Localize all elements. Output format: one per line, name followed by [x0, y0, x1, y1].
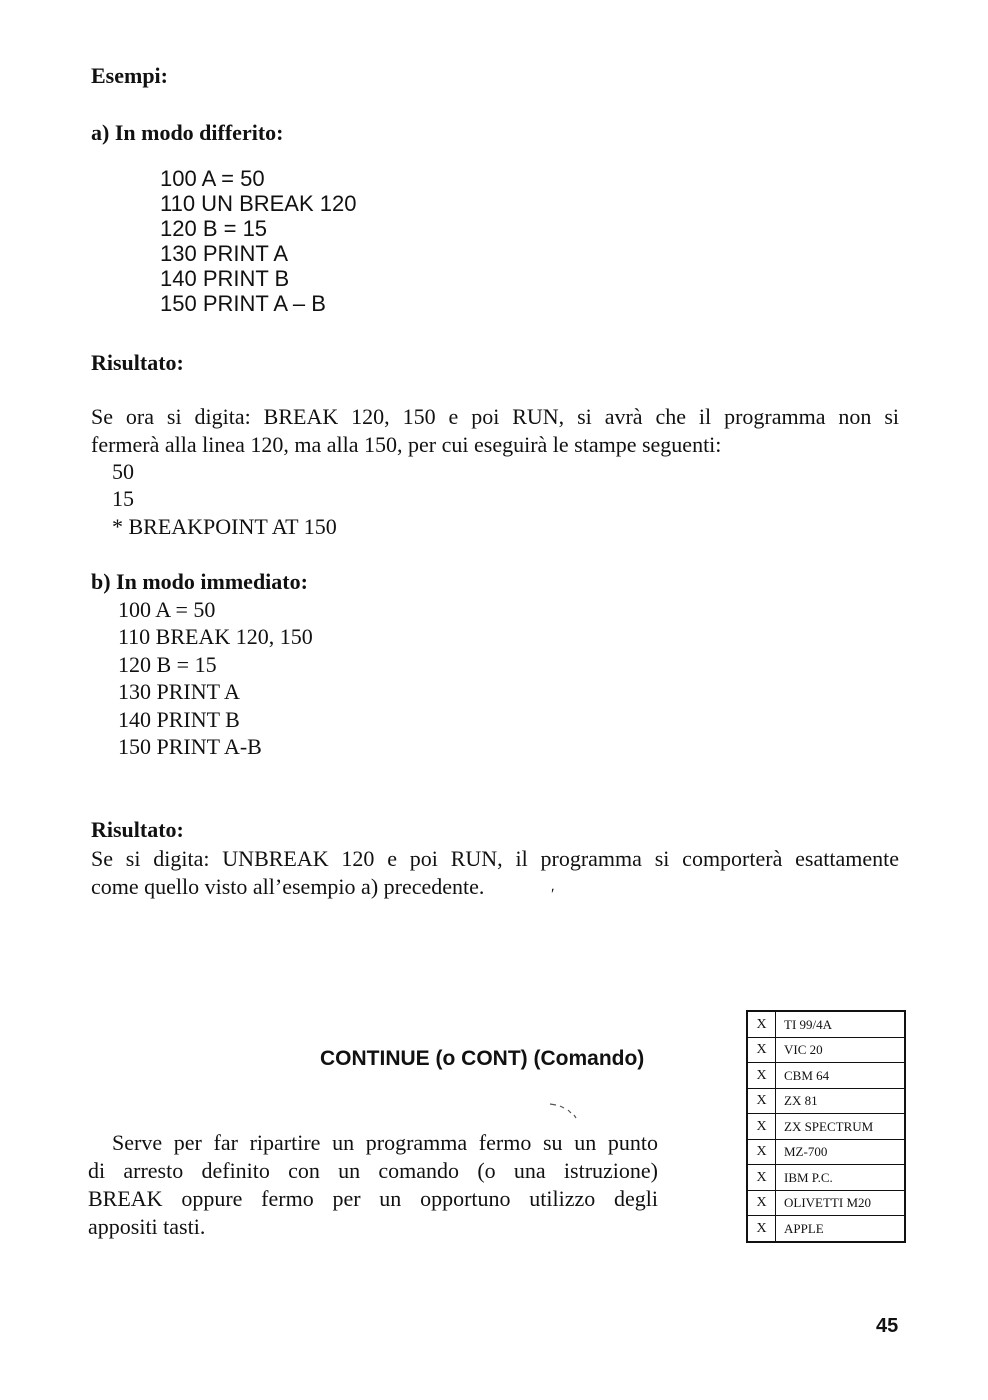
section-paragraph: [88, 1129, 658, 1241]
code-line: 120 B = 15: [118, 651, 217, 677]
table-row: [747, 1011, 905, 1037]
compat-mark: X: [747, 1037, 776, 1063]
table-row: [747, 1165, 905, 1191]
page-number: 45: [876, 1315, 899, 1337]
compat-mark: X: [747, 1114, 776, 1140]
code-line: 120 B = 15: [160, 216, 268, 241]
paragraph-line: Serve per far ripartire un programma fermo su un punto: [112, 1130, 658, 1155]
paragraph-line: BREAK oppure fermo per un opportuno utilizzo degli: [88, 1186, 658, 1211]
paragraph-1: [91, 403, 899, 459]
compat-mark: X: [747, 1063, 776, 1089]
system-name: OLIVETTI M20: [776, 1190, 906, 1216]
paragraph-line: Se ora si digita: BREAK 120, 150 e poi RUN, si avrà che il programma non si: [91, 404, 899, 429]
code-line: 140 PRINT B: [118, 706, 240, 732]
code-block-b: [118, 596, 313, 760]
code-line: 100 A = 50: [160, 166, 265, 191]
table-row: [747, 1139, 905, 1165]
output-line: 15: [112, 486, 134, 512]
system-name: IBM P.C.: [776, 1165, 906, 1191]
compat-mark: X: [747, 1190, 776, 1216]
table-row: [747, 1088, 905, 1114]
table-row: [747, 1037, 905, 1063]
compatibility-table: [746, 1010, 906, 1243]
system-name: APPLE: [776, 1216, 906, 1242]
system-name: ZX SPECTRUM: [776, 1114, 906, 1140]
table-row: [747, 1114, 905, 1140]
compat-mark: X: [747, 1011, 776, 1037]
system-name: MZ-700: [776, 1139, 906, 1165]
paragraph-line: appositi tasti.: [88, 1214, 206, 1239]
table-row: [747, 1190, 905, 1216]
compat-mark: X: [747, 1216, 776, 1242]
heading-esempi: Esempi:: [91, 63, 168, 88]
system-name: VIC 20: [776, 1037, 906, 1063]
paragraph-line: come quello visto all’esempio a) precedente.: [91, 874, 485, 899]
compat-mark: X: [747, 1139, 776, 1165]
paragraph-2: [91, 845, 899, 901]
program-output: [112, 458, 337, 540]
code-line: 100 A = 50: [118, 597, 216, 622]
heading-example-b: b) In modo immediato:: [91, 569, 308, 594]
paragraph-line: Se si digita: UNBREAK 120 e poi RUN, il programma si comporterà esattamente: [91, 846, 899, 871]
code-line: 150 PRINT A-B: [118, 734, 262, 760]
code-line: 130 PRINT A: [118, 679, 240, 705]
heading-risultato-2: Risultato:: [91, 817, 184, 842]
system-name: ZX 81: [776, 1088, 906, 1114]
table-row: [747, 1063, 905, 1089]
code-line: 140 PRINT B: [160, 266, 290, 291]
stray-mark: ʹ: [551, 886, 555, 903]
paragraph-line: fermerà alla linea 120, ma alla 150, per cui eseguirà le stampe seguenti:: [91, 432, 722, 457]
heading-risultato-1: Risultato:: [91, 350, 184, 375]
compat-mark: X: [747, 1088, 776, 1114]
code-block-a: [160, 166, 356, 316]
code-line: 110 BREAK 120, 150: [118, 624, 313, 650]
system-name: TI 99/4A: [776, 1011, 906, 1037]
output-line: 50: [112, 459, 134, 484]
section-title: CONTINUE (o CONT) (Comando): [320, 1047, 645, 1070]
compat-mark: X: [747, 1165, 776, 1191]
paragraph-line: di arresto definito con un comando (o una istruzione): [88, 1158, 658, 1183]
heading-example-a: a) In modo differito:: [91, 120, 284, 145]
system-name: CBM 64: [776, 1063, 906, 1089]
code-line: 150 PRINT A – B: [160, 291, 326, 316]
output-line: * BREAKPOINT AT 150: [112, 513, 337, 539]
table-row: [747, 1216, 905, 1242]
stray-tick-mark: [546, 1100, 586, 1120]
code-line: 110 UN BREAK 120: [160, 191, 357, 216]
code-line: 130 PRINT A: [160, 241, 288, 266]
